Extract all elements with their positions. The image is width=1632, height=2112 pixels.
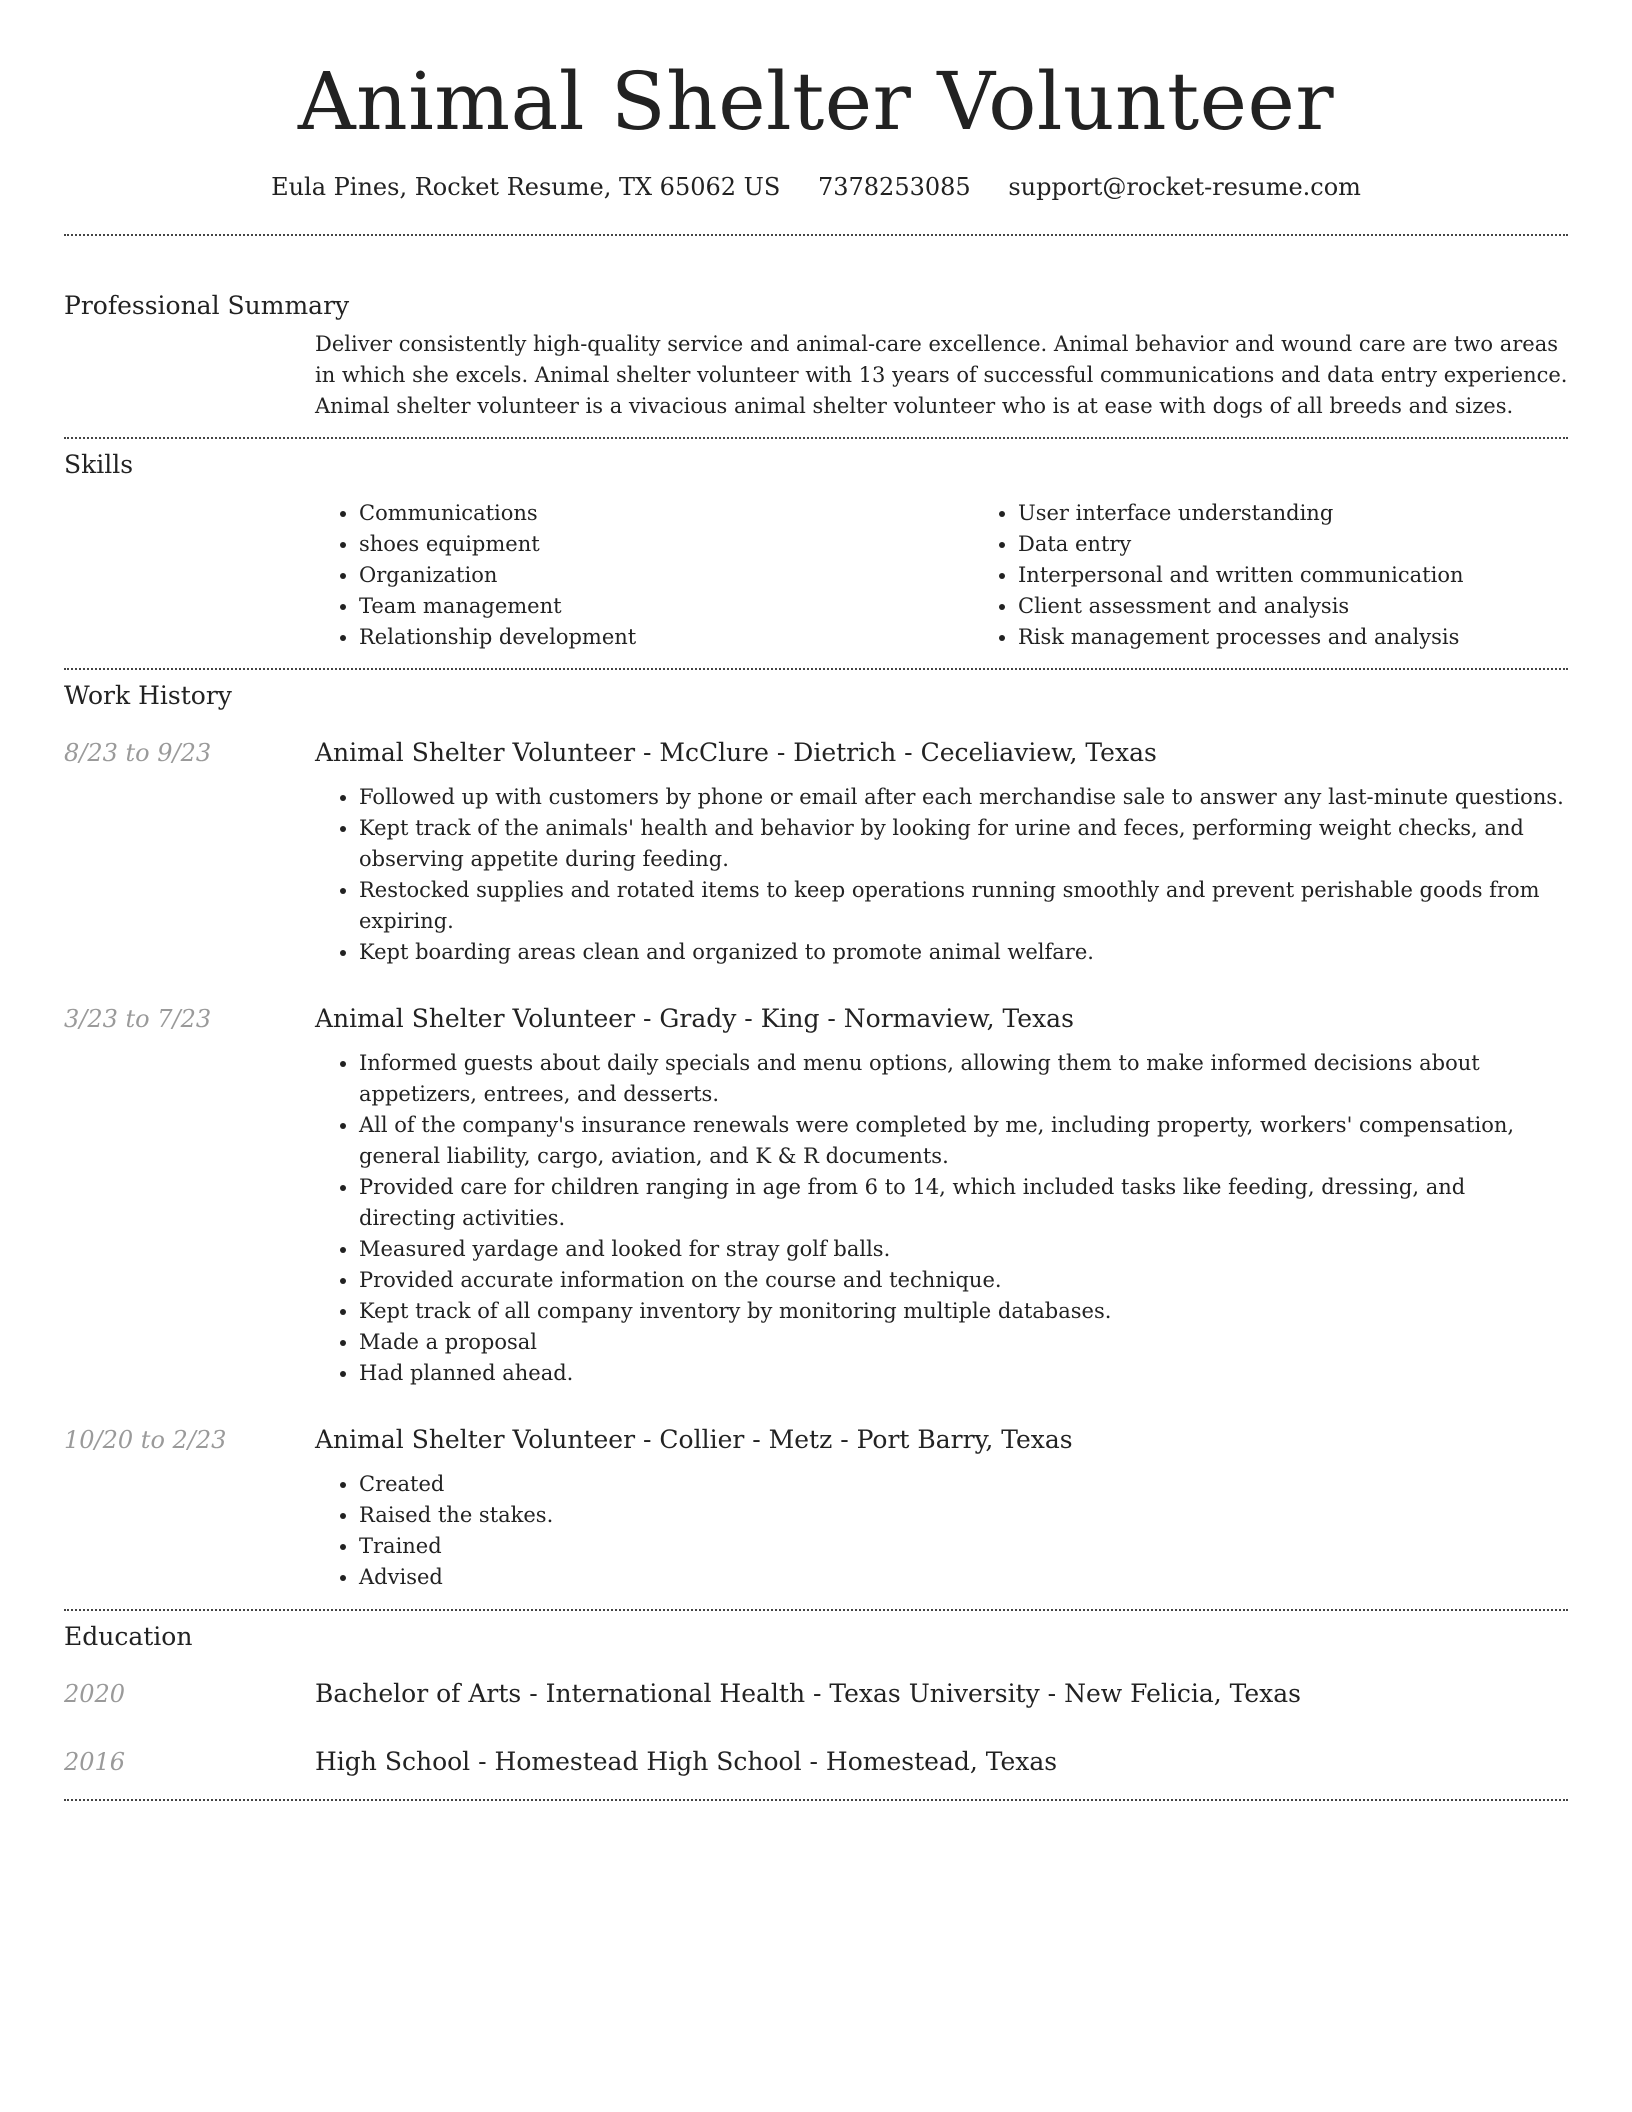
skill-item: • Risk management processes and analysis bbox=[1018, 622, 1632, 653]
job-entry bbox=[64, 736, 1568, 968]
skills-section bbox=[64, 439, 1568, 653]
summary-title: Professional Summary bbox=[64, 291, 350, 320]
skill-item: • Data entry bbox=[1018, 529, 1632, 560]
education-year: 2020 bbox=[64, 1680, 126, 1708]
summary-spacer bbox=[64, 329, 315, 422]
job-dates: 8/23 to 9/23 bbox=[64, 739, 212, 767]
job-bullets bbox=[315, 782, 1568, 968]
skills-list-right bbox=[974, 498, 1632, 653]
skill-item: • shoes equipment bbox=[359, 529, 974, 560]
job-heading: Animal Shelter Volunteer - Grady - King - Normaview, Texas bbox=[315, 1004, 1074, 1033]
skills-list-left bbox=[315, 498, 974, 653]
skill-item: • Organization bbox=[359, 560, 974, 591]
skills-title: Skills bbox=[64, 450, 134, 479]
education-text: High School - Homestead High School - Homestead, Texas bbox=[315, 1747, 1058, 1776]
job-heading: Animal Shelter Volunteer - McClure - Dietrich - Ceceliaview, Texas bbox=[315, 738, 1157, 767]
education-divider bbox=[64, 1799, 1568, 1801]
job-entry bbox=[64, 1423, 1568, 1593]
education-title: Education bbox=[64, 1622, 193, 1651]
job-bullet: • Restocked supplies and rotated items to keep operations running smoothly and prevent perishable goods from expiring. bbox=[359, 875, 1568, 937]
job-bullet: • Provided accurate information on the course and technique. bbox=[359, 1265, 1568, 1296]
job-bullet: • All of the company's insurance renewals were completed by me, including property, workers' compensation, general liability, cargo, aviation, and K & R documents. bbox=[359, 1110, 1568, 1172]
job-heading: Animal Shelter Volunteer - Collier - Metz - Port Barry, Texas bbox=[315, 1425, 1073, 1454]
education-year: 2016 bbox=[64, 1748, 126, 1776]
job-bullet: • Raised the stakes. bbox=[359, 1500, 1568, 1531]
job-bullet: • Kept track of all company inventory by monitoring multiple databases. bbox=[359, 1296, 1568, 1327]
job-bullets bbox=[315, 1469, 1568, 1593]
skills-spacer bbox=[64, 498, 315, 653]
job-bullet: • Followed up with customers by phone or email after each merchandise sale to answer any last-minute questions. bbox=[359, 782, 1568, 813]
job-bullet: • Informed guests about daily specials and menu options, allowing them to make informed decisions about appetizers, entrees, and desserts. bbox=[359, 1048, 1568, 1110]
job-bullets bbox=[315, 1048, 1568, 1389]
education-text: Bachelor of Arts - International Health - Texas University - New Felicia, Texas bbox=[315, 1679, 1302, 1708]
education-entry bbox=[64, 1745, 1568, 1779]
job-bullet: • Kept boarding areas clean and organized to promote animal welfare. bbox=[359, 937, 1568, 968]
education-entry bbox=[64, 1677, 1568, 1711]
job-bullet: • Kept track of the animals' health and behavior by looking for urine and feces, performing weight checks, and observing appetite during feeding. bbox=[359, 813, 1568, 875]
skill-item: • Client assessment and analysis bbox=[1018, 591, 1632, 622]
job-bullet: • Created bbox=[359, 1469, 1568, 1500]
job-bullet: • Made a proposal bbox=[359, 1327, 1568, 1358]
contact-phone: 7378253085 bbox=[817, 173, 971, 201]
contact-address: Eula Pines, Rocket Resume, TX 65062 US bbox=[271, 173, 781, 201]
summary-section bbox=[64, 236, 1568, 422]
skill-item: • Interpersonal and written communication bbox=[1018, 560, 1632, 591]
skill-item: • User interface understanding bbox=[1018, 498, 1632, 529]
job-bullet: • Provided care for children ranging in age from 6 to 14, which included tasks like feeding, dressing, and directing activities. bbox=[359, 1172, 1568, 1234]
skill-item: • Communications bbox=[359, 498, 974, 529]
contact-line bbox=[64, 170, 1568, 204]
contact-email: support@rocket-resume.com bbox=[1008, 173, 1361, 201]
job-bullet: • Trained bbox=[359, 1531, 1568, 1562]
education-section bbox=[64, 1611, 1568, 1779]
work-section bbox=[64, 670, 1568, 1593]
summary-text: Deliver consistently high-quality service and animal-care excellence. Animal behavior and wound care are two areas in which she excels. Animal shelter volunteer with 13 years of successful communications and data entry experience. Animal shelter volunteer is a vivacious animal shelter volunteer who is at ease with dogs of all breeds and sizes. bbox=[315, 332, 1568, 418]
job-bullet: • Advised bbox=[359, 1562, 1568, 1593]
job-bullet: • Measured yardage and looked for stray golf balls. bbox=[359, 1234, 1568, 1265]
skill-item: • Team management bbox=[359, 591, 974, 622]
skill-item: • Relationship development bbox=[359, 622, 974, 653]
work-title: Work History bbox=[64, 681, 232, 710]
job-entry bbox=[64, 1002, 1568, 1389]
resume-name: Animal Shelter Volunteer bbox=[297, 55, 1335, 148]
job-bullet: • Had planned ahead. bbox=[359, 1358, 1568, 1389]
job-dates: 3/23 to 7/23 bbox=[64, 1005, 212, 1033]
job-dates: 10/20 to 2/23 bbox=[64, 1426, 227, 1454]
